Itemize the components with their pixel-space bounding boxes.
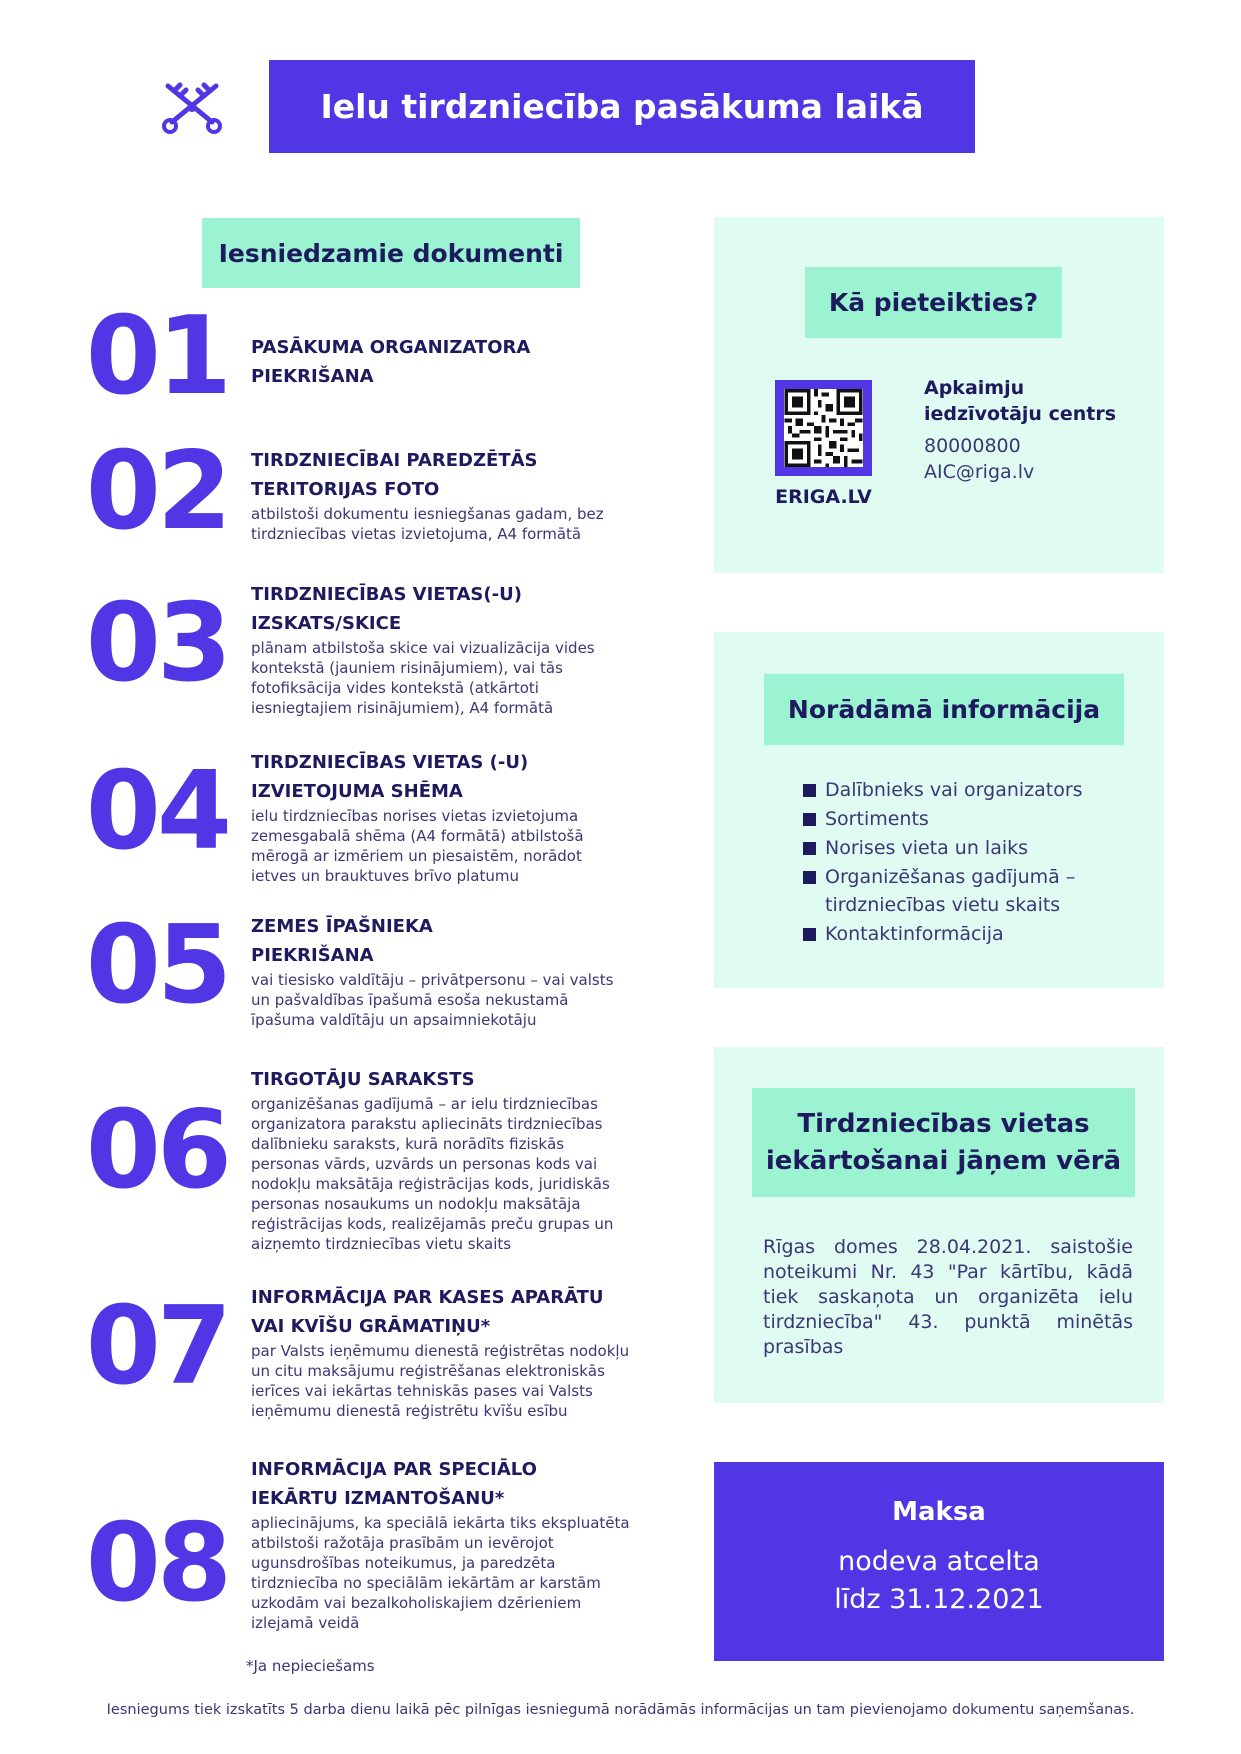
doc-item-02 bbox=[251, 446, 631, 544]
doc-number-02: 02 bbox=[85, 429, 228, 554]
info-list-item bbox=[803, 776, 1133, 804]
processing-time-note: Iesniegums tiek izskatīts 5 darba dienu laikā pēc pilnīgas iesniegumā norādāmās informācijas un tam pievienojamo dokumentu saņemšanas. bbox=[106, 1702, 1135, 1718]
doc-desc-line: fotofiksācija vides kontekstā (atkārtoti bbox=[251, 679, 539, 697]
doc-title-line1: PASĀKUMA ORGANIZATORA bbox=[251, 337, 531, 358]
doc-desc-line: aizņemto tirdzniecības vietu skaits bbox=[251, 1235, 512, 1253]
info-list-item bbox=[803, 805, 1133, 833]
doc-desc-line: tirdzniecība no speciālām iekārtām ar karstām bbox=[251, 1574, 601, 1592]
doc-title-line2: VAI KVĪŠU GRĀMATIŅU* bbox=[251, 1316, 491, 1337]
doc-title-line1: INFORMĀCIJA PAR KASES APARĀTU bbox=[251, 1287, 604, 1308]
doc-desc-line: izlejamā veidā bbox=[251, 1614, 360, 1632]
contact-email[interactable]: AIC@riga.lv bbox=[924, 461, 1035, 483]
doc-desc-line: personas vārds, uzvārds un personas kods vai bbox=[251, 1155, 598, 1173]
square-bullet-icon bbox=[803, 784, 816, 797]
setup-heading bbox=[752, 1088, 1135, 1197]
doc-number-08: 08 bbox=[85, 1501, 228, 1626]
setup-heading-line1: Tirdzniecības vietas bbox=[797, 1108, 1090, 1139]
doc-desc-line: apliecinājums, ka speciālā iekārta tiks ekspluatēta bbox=[251, 1514, 630, 1532]
info-item-text: Kontaktinformācija bbox=[825, 923, 1004, 945]
doc-number-03: 03 bbox=[85, 581, 228, 706]
footnote: *Ja nepieciešams bbox=[246, 1657, 375, 1675]
doc-desc-line: ierīces vai iekārtas tehniskās pases vai Valsts bbox=[251, 1382, 593, 1400]
doc-title-line1: INFORMĀCIJA PAR SPECIĀLO bbox=[251, 1459, 537, 1480]
doc-desc-line: uzkodām vai bezalkoholiskajiem dzērieniem bbox=[251, 1594, 582, 1612]
info-item-text: Organizēšanas gadījumā – tirdzniecības vietu skaits bbox=[825, 866, 1076, 916]
doc-desc-line: atbilstoši ražotāja prasībām un ievērojot bbox=[251, 1534, 554, 1552]
doc-desc-line: ugunsdrošības noteikumus, ja paredzēta bbox=[251, 1554, 556, 1572]
doc-desc-line: ieņēmumu dienestā reģistrētu kvīšu esību bbox=[251, 1402, 568, 1420]
doc-title-line2: TERITORIJAS FOTO bbox=[251, 479, 440, 500]
doc-number-04: 04 bbox=[85, 749, 228, 874]
doc-desc-line: ielu tirdzniecības norises vietas izvietojuma bbox=[251, 807, 579, 825]
contact-name: Apkaimju iedzīvotāju centrs bbox=[924, 377, 1117, 425]
doc-item-05 bbox=[251, 912, 631, 1030]
doc-title-line1: TIRDZNIECĪBAS VIETAS (-U) bbox=[251, 752, 529, 773]
doc-item-04 bbox=[251, 748, 631, 886]
info-list-item bbox=[803, 863, 1133, 919]
doc-desc-line: atbilstoši dokumentu iesniegšanas gadam, bez bbox=[251, 505, 604, 523]
doc-number-06: 06 bbox=[85, 1088, 228, 1213]
doc-item-07 bbox=[251, 1283, 631, 1421]
apply-heading: Kā pieteikties? bbox=[805, 267, 1062, 338]
doc-title-line1: TIRDZNIECĪBAS VIETAS(-U) bbox=[251, 584, 522, 605]
doc-number-05: 05 bbox=[85, 903, 228, 1028]
doc-desc-line: kontekstā (jauniem risinājumiem), vai tās bbox=[251, 659, 563, 677]
doc-desc-line: plānam atbilstoša skice vai vizualizācija vides bbox=[251, 639, 595, 657]
info-item-text: Dalībnieks vai organizators bbox=[825, 779, 1083, 801]
square-bullet-icon bbox=[803, 871, 816, 884]
doc-desc-line: ietves un brauktuves brīvo platumu bbox=[251, 867, 519, 885]
doc-desc-line: personas nosaukums un nodokļu maksātāja bbox=[251, 1195, 581, 1213]
doc-desc-line: organizatora parakstu apliecināts tirdzniecības bbox=[251, 1115, 603, 1133]
doc-item-08 bbox=[251, 1455, 631, 1633]
doc-title-line2: IEKĀRTU IZMANTOŠANU* bbox=[251, 1488, 505, 1509]
info-item-text: Norises vieta un laiks bbox=[825, 837, 1029, 859]
doc-desc-line: vai tiesisko valdītāju – privātpersonu – vai valsts bbox=[251, 971, 614, 989]
logo-crossed-keys-icon bbox=[160, 80, 224, 136]
doc-number-01: 01 bbox=[85, 294, 228, 419]
setup-regulation-text: Rīgas domes 28.04.2021. saistošie noteikumi Nr. 43 "Par kārtību, kādā tiek saskaņota un organizēta ielu tirdzniecība" 43. punktā minētās prasības bbox=[763, 1236, 1133, 1358]
contact-phone[interactable]: 80000800 bbox=[924, 435, 1021, 457]
doc-desc-line: organizēšanas gadījumā – ar ielu tirdzniecības bbox=[251, 1095, 598, 1113]
info-list-item bbox=[803, 920, 1133, 948]
doc-desc-line: reģistrācijas kods, realizējamās preču grupas un bbox=[251, 1215, 614, 1233]
doc-title-line1: TIRGOTĀJU SARAKSTS bbox=[251, 1069, 475, 1090]
info-list bbox=[803, 776, 1133, 949]
doc-desc-line: nodokļu maksātāja reģistrācijas kods, juridiskās bbox=[251, 1175, 610, 1193]
doc-desc-line: iesniegtajiem risinājumiem), A4 formātā bbox=[251, 699, 554, 717]
info-heading: Norādāmā informācija bbox=[764, 674, 1124, 745]
doc-title-line2: PIEKRIŠANA bbox=[251, 945, 374, 966]
setup-heading-line2: iekārtošanai jāņem vērā bbox=[765, 1145, 1122, 1176]
doc-item-06 bbox=[251, 1065, 631, 1254]
doc-desc-line: tirdzniecības vietas izvietojuma, A4 formātā bbox=[251, 525, 582, 543]
doc-title-line2: IZSKATS/SKICE bbox=[251, 613, 402, 634]
doc-title-line1: TIRDZNIECĪBAI PAREDZĒTĀS bbox=[251, 450, 538, 471]
fee-date: līdz 31.12.2021 bbox=[834, 1584, 1044, 1615]
doc-desc-line: īpašuma valdītāju un apsaimniekotāju bbox=[251, 1011, 537, 1029]
doc-desc-line: un citu maksājumu reģistrēšanas elektroniskās bbox=[251, 1362, 605, 1380]
square-bullet-icon bbox=[803, 928, 816, 941]
doc-item-03 bbox=[251, 580, 631, 718]
square-bullet-icon bbox=[803, 842, 816, 855]
doc-title-line2: IZVIETOJUMA SHĒMA bbox=[251, 781, 463, 802]
doc-desc-line: un pašvaldības īpašumā esoša nekustamā bbox=[251, 991, 569, 1009]
doc-title-line2: PIEKRIŠANA bbox=[251, 366, 374, 387]
info-list-item bbox=[803, 834, 1133, 862]
documents-heading: Iesniedzamie dokumenti bbox=[202, 218, 580, 288]
doc-item-01 bbox=[251, 333, 631, 391]
square-bullet-icon bbox=[803, 813, 816, 826]
qr-link-label[interactable]: ERIGA.LV bbox=[775, 486, 872, 508]
doc-number-07: 07 bbox=[85, 1284, 228, 1409]
doc-desc-line: dalībnieku saraksts, kurā norādīts fiziskās bbox=[251, 1135, 565, 1153]
doc-desc-line: mērogā ar izmēriem un piesaistēm, norādot bbox=[251, 847, 582, 865]
doc-desc-line: zemesgabalā shēma (A4 formātā) atbilstošā bbox=[251, 827, 584, 845]
fee-title: Maksa bbox=[892, 1497, 986, 1527]
qr-code-icon[interactable] bbox=[784, 389, 863, 467]
doc-title-line1: ZEMES ĪPAŠNIEKA bbox=[251, 916, 433, 937]
info-item-text: Sortiments bbox=[825, 808, 929, 830]
fee-status: nodeva atcelta bbox=[838, 1546, 1040, 1577]
page-title: Ielu tirdzniecība pasākuma laikā bbox=[269, 60, 975, 153]
doc-desc-line: par Valsts ieņēmumu dienestā reģistrētas nodokļu bbox=[251, 1342, 630, 1360]
